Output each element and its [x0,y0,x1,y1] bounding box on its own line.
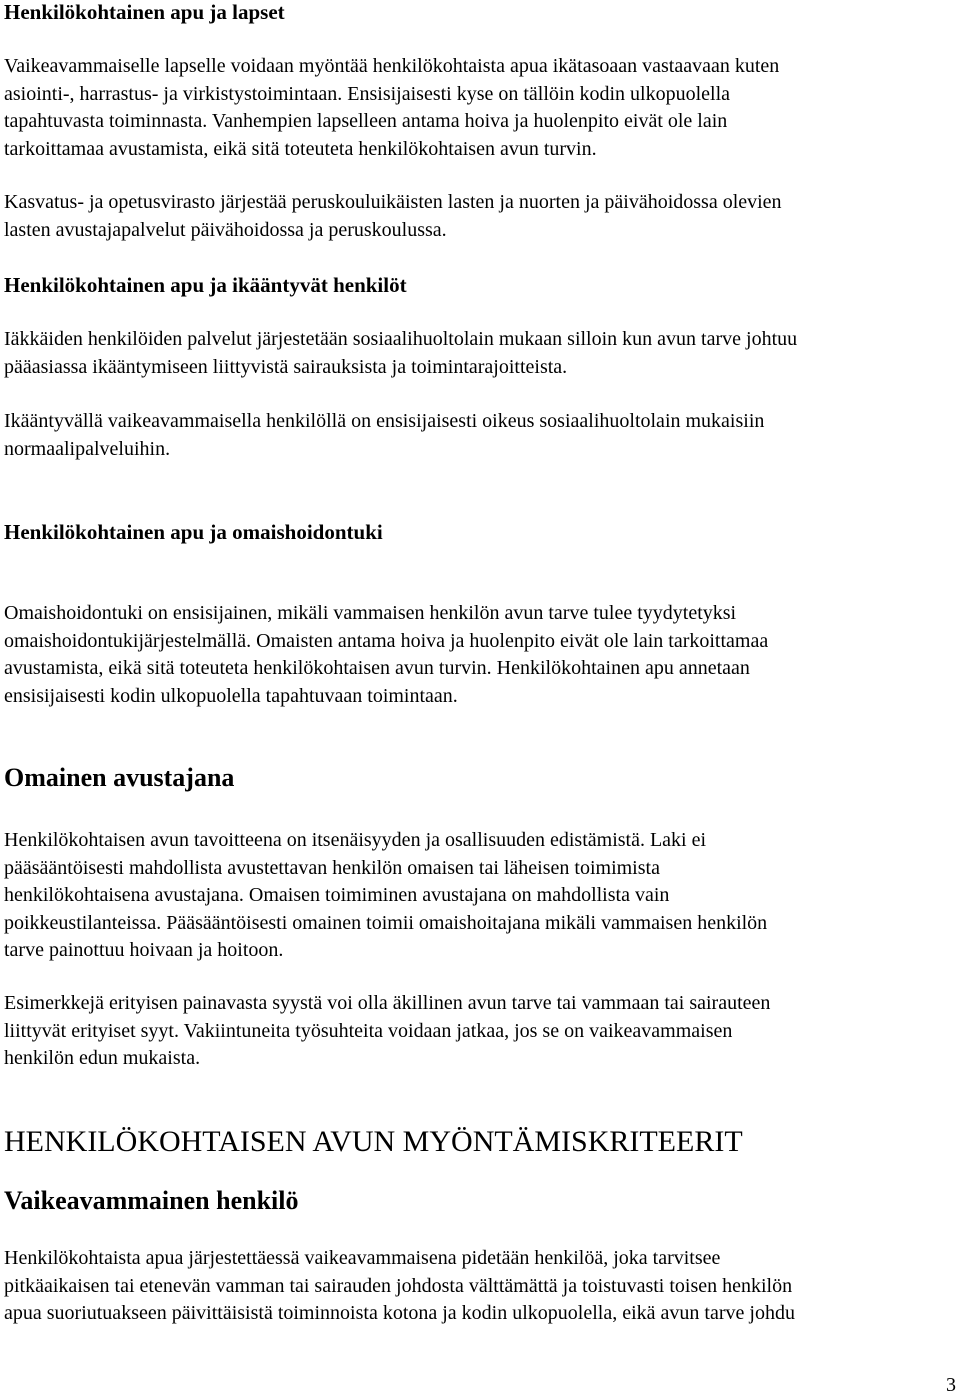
text-line: tapahtuvasta toiminnasta. Vanhempien lapselleen antama hoiva ja huolenpito eivät ole lain [4,110,728,132]
text-line: apua suoriutuakseen päivittäisistä toiminnoista kotona ja kodin ulkopuolella, eikä avun tarve johdu [4,1302,795,1324]
text-line: pääasiassa ikääntymiseen liittyvistä sairauksista ja toimintarajoitteista. [4,355,568,378]
text-line: Iäkkäiden henkilöiden palvelut järjestetään sosiaalihuoltolain mukaan silloin kun avun tarve johtuu [4,328,798,350]
text-line: normaalipalveluihin. [4,437,171,460]
text-line: lasten avustajapalvelut päivähoidossa ja peruskoulussa. [4,218,447,241]
text-line: Kasvatus- ja opetusvirasto järjestää peruskouluikäisten lasten ja nuorten ja päivähoidossa olevien [4,191,782,213]
heading-omainen-avustajana: Omainen avustajana [4,763,235,792]
text-line: Esimerkkejä erityisen painavasta syystä voi olla äkillinen avun tarve tai vammaan tai sairauteen [4,992,771,1014]
heading-ikaantyvat: Henkilökohtainen apu ja ikääntyvät henkilöt [4,273,407,297]
text-line: henkilökohtaisena avustajana. Omaisen toimiminen avustajana on mahdollista vain [4,884,670,906]
paragraph-ikaantyvat-2 [4,408,764,463]
text-line: Omaishoidontuki on ensisijainen, mikäli vammaisen henkilön avun tarve tulee tyydytetyksi [4,602,737,624]
heading-omaishoidontuki: Henkilökohtainen apu ja omaishoidontuki [4,520,383,544]
text-line: pääsääntöisesti mahdollista avustettavan henkilön omaisen tai läheisen toimimista [4,856,660,879]
paragraph-lapset-2 [4,189,782,244]
heading-vaikeavammainen-henkilo: Vaikeavammainen henkilö [4,1186,299,1215]
text-line: Henkilökohtaista apua järjestettäessä vaikeavammaisena pidetään henkilöä, joka tarvitsee [4,1247,721,1269]
paragraph-lapset-1 [4,53,779,163]
heading-myontamiskriteerit: HENKILÖKOHTAISEN AVUN MYÖNTÄMISKRITEERIT [4,1125,743,1158]
heading-lapset: Henkilökohtainen apu ja lapset [4,0,285,24]
text-line: Henkilökohtaisen avun tavoitteena on itsenäisyyden ja osallisuuden edistämistä. Laki ei [4,829,707,851]
text-line: poikkeustilanteissa. Pääsääntöisesti omainen toimii omaishoitajana mikäli vammaisen henkilön [4,911,768,934]
text-line: ensisijaisesti kodin ulkopuolella tapahtuvaan toimintaan. [4,684,458,707]
paragraph-omainen-2 [4,990,770,1073]
page-number: 3 [946,1374,956,1396]
text-line: avustamista, eikä sitä toteuteta henkilökohtaisen avun turvin. Henkilökohtainen apu annetaan [4,657,750,679]
text-line: omaishoidontukijärjestelmällä. Omaisten antama hoiva ja huolenpito eivät ole lain tarkoittamaa [4,629,769,652]
text-line: liittyvät erityiset syyt. Vakiintuneita työsuhteita voidaan jatkaa, jos se on vaikeavammaisen [4,1019,733,1042]
text-line: tarkoittamaa avustamista, eikä sitä toteuteta henkilökohtaisen avun turvin. [4,137,597,160]
text-line: pitkäaikaisen tai etenevän vamman tai sairauden johdosta välttämättä ja toistuvasti toisen henkilön [4,1274,793,1297]
paragraph-omainen-1 [4,827,767,965]
paragraph-vaikeavammainen [4,1245,795,1328]
text-line: Vaikeavammaiselle lapselle voidaan myöntää henkilökohtaista apua ikätasoaan vastaavaan kuten [4,55,780,77]
paragraph-ikaantyvat-1 [4,326,797,381]
text-line: Ikääntyvällä vaikeavammaisella henkilöllä on ensisijaisesti oikeus sosiaalihuoltolain mukaisiin [4,410,765,432]
paragraph-omaishoidontuki [4,600,768,710]
text-line: tarve painottuu hoivaan ja hoitoon. [4,939,284,961]
text-line: henkilön edun mukaista. [4,1047,201,1069]
text-line: asiointi-, harrastus- ja virkistystoimintaan. Ensisijaisesti kyse on tällöin kodin ulkopuolella [4,82,731,105]
